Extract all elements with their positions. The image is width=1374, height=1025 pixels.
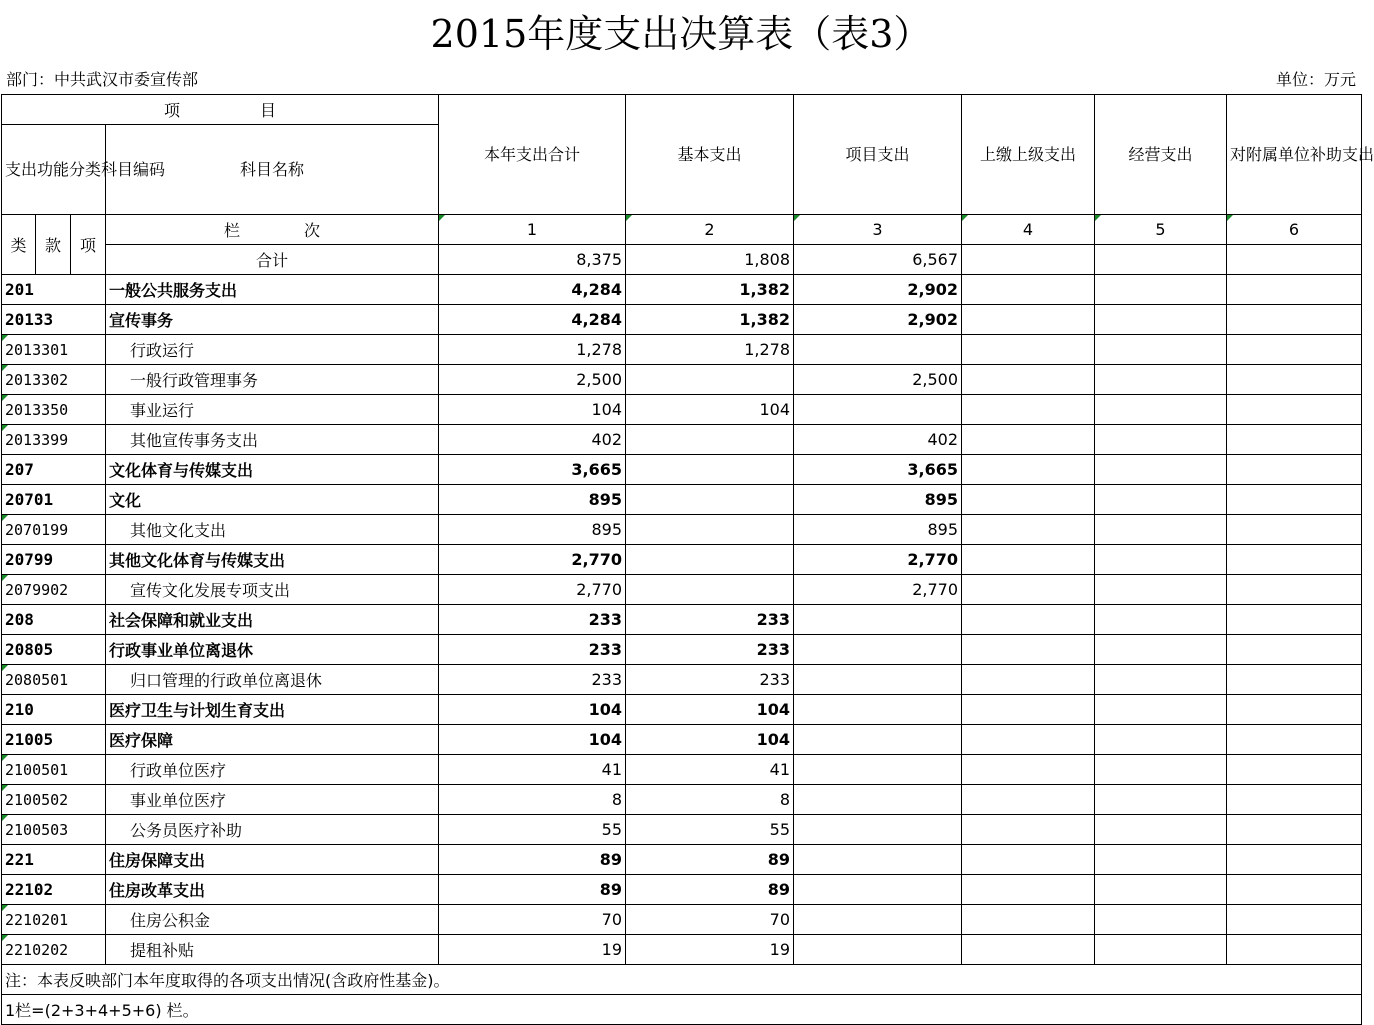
row-value: 8: [626, 785, 794, 815]
row-code: 22102: [2, 875, 106, 905]
row-value: [962, 845, 1095, 875]
row-value: 2,770: [794, 575, 962, 605]
row-code: 20799: [2, 545, 106, 575]
row-value: [962, 365, 1095, 395]
total-value: 1,808: [626, 245, 794, 275]
row-value: 3,665: [794, 455, 962, 485]
note-2: 1栏=(2+3+4+5+6) 栏。: [2, 995, 1362, 1025]
row-value: 895: [439, 485, 626, 515]
row-value: [962, 725, 1095, 755]
row-value: [1095, 905, 1227, 935]
row-value: [962, 905, 1095, 935]
row-value: [1227, 935, 1362, 965]
row-value: 70: [626, 905, 794, 935]
row-value: [962, 635, 1095, 665]
expenditure-table: [1, 94, 1374, 1025]
row-value: 2,902: [794, 305, 962, 335]
table-row: [2, 785, 1362, 815]
row-value: [962, 935, 1095, 965]
row-value: 104: [439, 695, 626, 725]
row-value: [1227, 635, 1362, 665]
row-value: [962, 695, 1095, 725]
row-value: [1227, 515, 1362, 545]
row-code: 2100501: [2, 755, 106, 785]
row-name: 提租补贴: [106, 935, 439, 965]
row-value: [1095, 815, 1227, 845]
table-row: [2, 485, 1362, 515]
row-value: 233: [626, 605, 794, 635]
row-value: [1227, 845, 1362, 875]
total-value: [1227, 245, 1362, 275]
row-value: [794, 815, 962, 845]
row-value: [794, 755, 962, 785]
row-code: 20701: [2, 485, 106, 515]
row-name: 事业运行: [106, 395, 439, 425]
row-value: [962, 335, 1095, 365]
row-value: 89: [626, 875, 794, 905]
row-code: 207: [2, 455, 106, 485]
row-code: 20805: [2, 635, 106, 665]
table-row: [2, 725, 1362, 755]
row-value: 41: [626, 755, 794, 785]
row-value: [1227, 875, 1362, 905]
row-code: 2013350: [2, 395, 106, 425]
total-value: 8,375: [439, 245, 626, 275]
row-name: 行政单位医疗: [106, 755, 439, 785]
row-value: [1095, 575, 1227, 605]
row-value: [1095, 425, 1227, 455]
row-value: [1227, 575, 1362, 605]
row-value: [962, 545, 1095, 575]
table-row: [2, 515, 1362, 545]
row-value: 233: [626, 665, 794, 695]
header-row-project: [2, 95, 1362, 125]
row-value: 2,500: [439, 365, 626, 395]
row-value: 1,382: [626, 305, 794, 335]
row-code: 2210201: [2, 905, 106, 935]
row-name: 住房公积金: [106, 905, 439, 935]
row-value: 104: [626, 695, 794, 725]
row-name: 文化: [106, 485, 439, 515]
row-value: 41: [439, 755, 626, 785]
row-value: [962, 605, 1095, 635]
row-value: [794, 665, 962, 695]
row-value: [1095, 515, 1227, 545]
note-row: [2, 995, 1362, 1025]
row-value: [962, 485, 1095, 515]
row-name: 宣传文化发展专项支出: [106, 575, 439, 605]
row-value: 104: [439, 725, 626, 755]
row-value: 233: [439, 605, 626, 635]
row-code: 21005: [2, 725, 106, 755]
table-row: [2, 695, 1362, 725]
row-value: [1227, 725, 1362, 755]
row-value: [1095, 455, 1227, 485]
row-value: [1095, 305, 1227, 335]
table-row: [2, 875, 1362, 905]
row-value: [962, 815, 1095, 845]
total-label: 合计: [106, 245, 439, 275]
row-value: [1227, 455, 1362, 485]
row-value: [1095, 485, 1227, 515]
table-row: [2, 755, 1362, 785]
row-value: [1095, 335, 1227, 365]
row-value: 4,284: [439, 275, 626, 305]
row-value: [1227, 365, 1362, 395]
row-value: [1227, 815, 1362, 845]
row-value: 402: [439, 425, 626, 455]
row-code: 2079902: [2, 575, 106, 605]
row-value: [1227, 785, 1362, 815]
col-number-4: 4: [962, 215, 1095, 245]
row-value: [626, 365, 794, 395]
row-value: [794, 845, 962, 875]
row-name: 医疗卫生与计划生育支出: [106, 695, 439, 725]
row-value: [1227, 905, 1362, 935]
row-name: 一般行政管理事务: [106, 365, 439, 395]
row-value: [626, 545, 794, 575]
row-code: 201: [2, 275, 106, 305]
row-value: [1227, 395, 1362, 425]
row-value: 2,770: [439, 545, 626, 575]
row-value: [1227, 485, 1362, 515]
row-value: 233: [439, 665, 626, 695]
row-code: 2080501: [2, 665, 106, 695]
row-value: [962, 785, 1095, 815]
col-number-1: 1: [439, 215, 626, 245]
row-value: [1227, 605, 1362, 635]
row-value: 19: [626, 935, 794, 965]
row-name: 文化体育与传媒支出: [106, 455, 439, 485]
row-value: [626, 515, 794, 545]
row-name: 其他文化支出: [106, 515, 439, 545]
row-value: 2,770: [794, 545, 962, 575]
row-code: 2013301: [2, 335, 106, 365]
header-xiang: 项: [71, 215, 106, 275]
row-code: 2013399: [2, 425, 106, 455]
header-row-lanci: [2, 215, 1362, 245]
row-name: 行政运行: [106, 335, 439, 365]
table-row: [2, 935, 1362, 965]
table-row: [2, 455, 1362, 485]
row-value: [1095, 785, 1227, 815]
row-value: 104: [626, 395, 794, 425]
row-code: 20133: [2, 305, 106, 335]
header-col-total: 本年支出合计: [439, 95, 626, 215]
header-name-label: 科目名称: [106, 125, 439, 215]
row-value: [1095, 545, 1227, 575]
table-row: [2, 335, 1362, 365]
row-name: 其他宣传事务支出: [106, 425, 439, 455]
row-value: 233: [626, 635, 794, 665]
table-row: [2, 275, 1362, 305]
row-value: 3,665: [439, 455, 626, 485]
row-name: 事业单位医疗: [106, 785, 439, 815]
row-name: 社会保障和就业支出: [106, 605, 439, 635]
row-value: 1,382: [626, 275, 794, 305]
row-value: [1227, 695, 1362, 725]
row-name: 公务员医疗补助: [106, 815, 439, 845]
row-value: 8: [439, 785, 626, 815]
header-col-basic: 基本支出: [626, 95, 794, 215]
row-value: [626, 485, 794, 515]
row-name: 住房保障支出: [106, 845, 439, 875]
row-value: 2,500: [794, 365, 962, 395]
row-name: 一般公共服务支出: [106, 275, 439, 305]
table-row: [2, 905, 1362, 935]
page-title: 2015年度支出决算表（表3）: [430, 12, 932, 56]
row-value: 1,278: [626, 335, 794, 365]
row-value: 104: [626, 725, 794, 755]
row-value: [962, 665, 1095, 695]
row-name: 宣传事务: [106, 305, 439, 335]
row-value: 895: [794, 485, 962, 515]
row-value: [1227, 665, 1362, 695]
row-value: 233: [439, 635, 626, 665]
row-code: 221: [2, 845, 106, 875]
row-value: [962, 755, 1095, 785]
row-value: [1095, 755, 1227, 785]
row-value: [1095, 665, 1227, 695]
row-value: [626, 425, 794, 455]
row-value: [794, 335, 962, 365]
row-value: 402: [794, 425, 962, 455]
col-number-3: 3: [794, 215, 962, 245]
row-value: [962, 425, 1095, 455]
row-value: [1095, 395, 1227, 425]
row-value: [626, 575, 794, 605]
row-value: 4,284: [439, 305, 626, 335]
table-row: [2, 665, 1362, 695]
row-value: [1095, 605, 1227, 635]
row-value: [1227, 335, 1362, 365]
row-value: [962, 575, 1095, 605]
row-code: 2013302: [2, 365, 106, 395]
table-row: [2, 425, 1362, 455]
note-1: 注：本表反映部门本年度取得的各项支出情况(含政府性基金)。: [2, 965, 1362, 995]
row-value: [962, 395, 1095, 425]
department-label: 部门：中共武汉市委宣传部: [6, 70, 199, 89]
note-row: [2, 965, 1362, 995]
row-code: 210: [2, 695, 106, 725]
row-value: 895: [794, 515, 962, 545]
row-value: [1095, 845, 1227, 875]
row-value: 2,902: [794, 275, 962, 305]
row-value: 70: [439, 905, 626, 935]
row-value: 89: [439, 875, 626, 905]
row-value: 19: [439, 935, 626, 965]
table-row: [2, 305, 1362, 335]
row-code: 2070199: [2, 515, 106, 545]
row-value: [1095, 935, 1227, 965]
row-code: 208: [2, 605, 106, 635]
row-code: 2100503: [2, 815, 106, 845]
total-value: 6,567: [794, 245, 962, 275]
row-name: 归口管理的行政单位离退休: [106, 665, 439, 695]
row-value: [794, 905, 962, 935]
row-value: [962, 275, 1095, 305]
table-row: [2, 845, 1362, 875]
row-value: 89: [439, 845, 626, 875]
total-value: [962, 245, 1095, 275]
total-row: [2, 245, 1362, 275]
row-value: [794, 605, 962, 635]
total-value: [1095, 245, 1227, 275]
col-number-6: 6: [1227, 215, 1362, 245]
row-name: 住房改革支出: [106, 875, 439, 905]
header-project: 项 目: [2, 95, 439, 125]
col-number-2: 2: [626, 215, 794, 245]
row-value: [1095, 365, 1227, 395]
table-row: [2, 635, 1362, 665]
header-col-operating: 经营支出: [1095, 95, 1227, 215]
table-row: [2, 395, 1362, 425]
header-lei: 类: [2, 215, 36, 275]
col-number-5: 5: [1095, 215, 1227, 245]
row-name: 行政事业单位离退休: [106, 635, 439, 665]
row-value: [1095, 635, 1227, 665]
header-col-project: 项目支出: [794, 95, 962, 215]
row-value: 2,770: [439, 575, 626, 605]
row-value: [962, 455, 1095, 485]
row-value: [794, 935, 962, 965]
row-value: [962, 875, 1095, 905]
row-name: 医疗保障: [106, 725, 439, 755]
row-value: [962, 515, 1095, 545]
header-col-upper: 上缴上级支出: [962, 95, 1095, 215]
row-value: 55: [439, 815, 626, 845]
table-row: [2, 365, 1362, 395]
row-value: 55: [626, 815, 794, 845]
row-value: [1227, 755, 1362, 785]
row-code: 2100502: [2, 785, 106, 815]
row-value: [794, 635, 962, 665]
row-value: 89: [626, 845, 794, 875]
row-name: 其他文化体育与传媒支出: [106, 545, 439, 575]
unit-label: 单位：万元: [1275, 70, 1356, 89]
table-row: [2, 605, 1362, 635]
row-value: 895: [439, 515, 626, 545]
row-value: [1095, 725, 1227, 755]
row-value: [1227, 305, 1362, 335]
table-row: [2, 575, 1362, 605]
row-value: [794, 395, 962, 425]
row-value: 104: [439, 395, 626, 425]
header-kuan: 款: [36, 215, 71, 275]
row-value: [1227, 275, 1362, 305]
table-row: [2, 815, 1362, 845]
header-lanci: 栏 次: [106, 215, 439, 245]
header-code-label: 支出功能分类科目编码: [2, 125, 106, 215]
row-value: [794, 875, 962, 905]
row-value: [1095, 275, 1227, 305]
row-value: [1227, 425, 1362, 455]
row-code: 2210202: [2, 935, 106, 965]
table-row: [2, 545, 1362, 575]
header-col-subsidy: 对附属单位补助支出: [1227, 95, 1362, 215]
row-value: 1,278: [439, 335, 626, 365]
row-value: [1095, 875, 1227, 905]
row-value: [794, 695, 962, 725]
row-value: [962, 305, 1095, 335]
row-value: [1227, 545, 1362, 575]
row-value: [794, 725, 962, 755]
row-value: [1095, 695, 1227, 725]
row-value: [626, 455, 794, 485]
row-value: [794, 785, 962, 815]
